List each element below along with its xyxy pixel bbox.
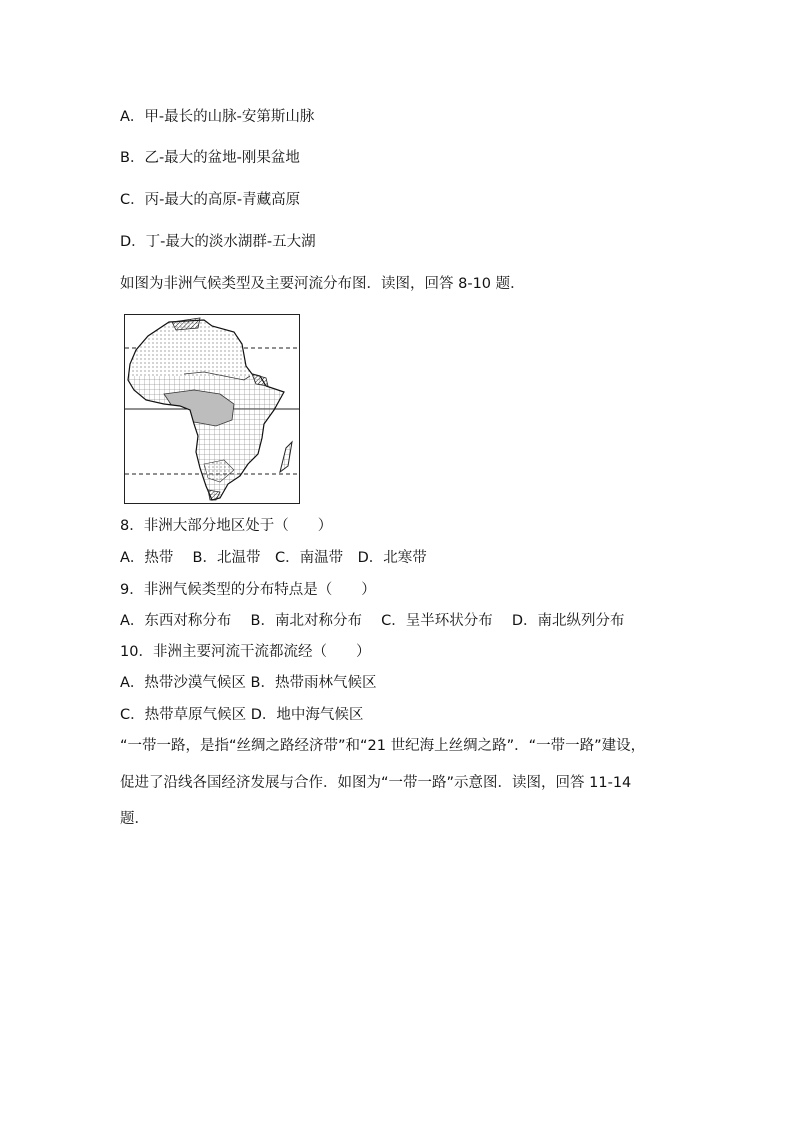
africa-climate-map-icon [124, 314, 300, 504]
question-8-stem: 8．非洲大部分地区处于（ ） [120, 518, 333, 534]
question-10-stem: 10．非洲主要河流干流都流经（ ） [120, 644, 371, 660]
option-c-prev: C．丙-最大的高原-青藏高原 [120, 192, 301, 208]
option-a-prev: A．甲-最长的山脉-安第斯山脉 [120, 109, 315, 125]
option-d-prev: D．丁-最大的淡水湖群-五大湖 [120, 234, 316, 250]
intro-8-10: 如图为非洲气候类型及主要河流分布图．读图，回答 8-10 题． [120, 276, 525, 292]
question-9-stem: 9．非洲气候类型的分布特点是（ ） [120, 582, 376, 598]
intro-11-14-line1: “一带一路，是指“丝绸之路经济带”和“21 世纪海上丝绸之路”．“一带一路”建设， [120, 738, 646, 754]
question-10-options-line1: A．热带沙漠气候区 B．热带雨林气候区 [120, 675, 377, 691]
intro-11-14-line2: 促进了沿线各国经济发展与合作．如图为“一带一路”示意图．读图，回答 11-14 [120, 775, 632, 791]
intro-11-14-line3: 题． [120, 811, 149, 827]
question-8-options: A．热带 B．北温带 C．南温带 D．北寒带 [120, 550, 427, 566]
option-b-prev: B．乙-最大的盆地-刚果盆地 [120, 150, 300, 166]
question-9-options: A．东西对称分布 B．南北对称分布 C．呈半环状分布 D．南北纵列分布 [120, 613, 625, 629]
question-10-options-line2: C．热带草原气候区 D．地中海气候区 [120, 707, 364, 723]
